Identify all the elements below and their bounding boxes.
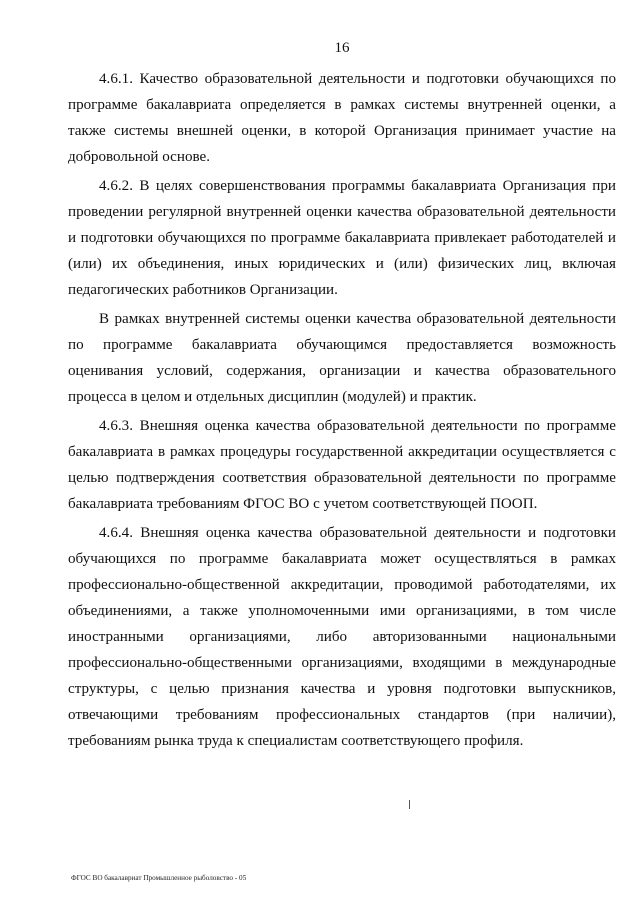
page-number: 16 [334, 40, 350, 56]
paragraph-internal-assessment: В рамках внутренней системы оценки качества образовательной деятельности по программе бакалавриата обучающимся предоставляется возможность оценивания условий, содержания, организации и качества образовательного процесса в целом и отдельных дисциплин (модулей) и практик. [68, 311, 616, 405]
paragraph-4-6-3: 4.6.3. Внешняя оценка качества образовательной деятельности по программе бакалавриата в рамках процедуры государственной аккредитации осуществляется с целью подтверждения соответствия образовательной деятельности по программе бакалавриата требованиям ФГОС ВО с учетом соответствующей ПООП. [68, 418, 616, 512]
scan-artifact-mark [409, 800, 410, 809]
paragraph-4-6-1: 4.6.1. Качество образовательной деятельности и подготовки обучающихся по программе бакалавриата определяется в рамках системы внутренней оценки, а также системы внешней оценки, в которой Организация принимает участие на добровольной основе. [68, 71, 616, 165]
paragraph-4-6-4: 4.6.4. Внешняя оценка качества образовательной деятельности и подготовки обучающихся по программе бакалавриата может осуществляться в рамках профессионально-общественной аккредитации, проводимой работодателями, их объединениями, а также уполномоченными ими организациями, в том числе иностранными организациями, либо авторизованными национальными профессионально-общественными организациями, входящими в международные структуры, с целью признания качества и уровня подготовки выпускников, отвечающими требованиям профессиональных стандартов (при наличии), требованиям рынка труда к специалистам соответствующего профиля. [68, 525, 616, 749]
document-body [68, 66, 616, 757]
paragraph-4-6-2: 4.6.2. В целях совершенствования программы бакалавриата Организация при проведении регулярной внутренней оценки качества образовательной деятельности и подготовки обучающихся по программе бакалавриата привлекает работодателей и (или) их объединения, иных юридических и (или) физических лиц, включая педагогических работников Организации. [68, 178, 616, 298]
page-footer: ФГОС ВО бакалавриат Промышленное рыболовство - 05 [71, 874, 247, 882]
